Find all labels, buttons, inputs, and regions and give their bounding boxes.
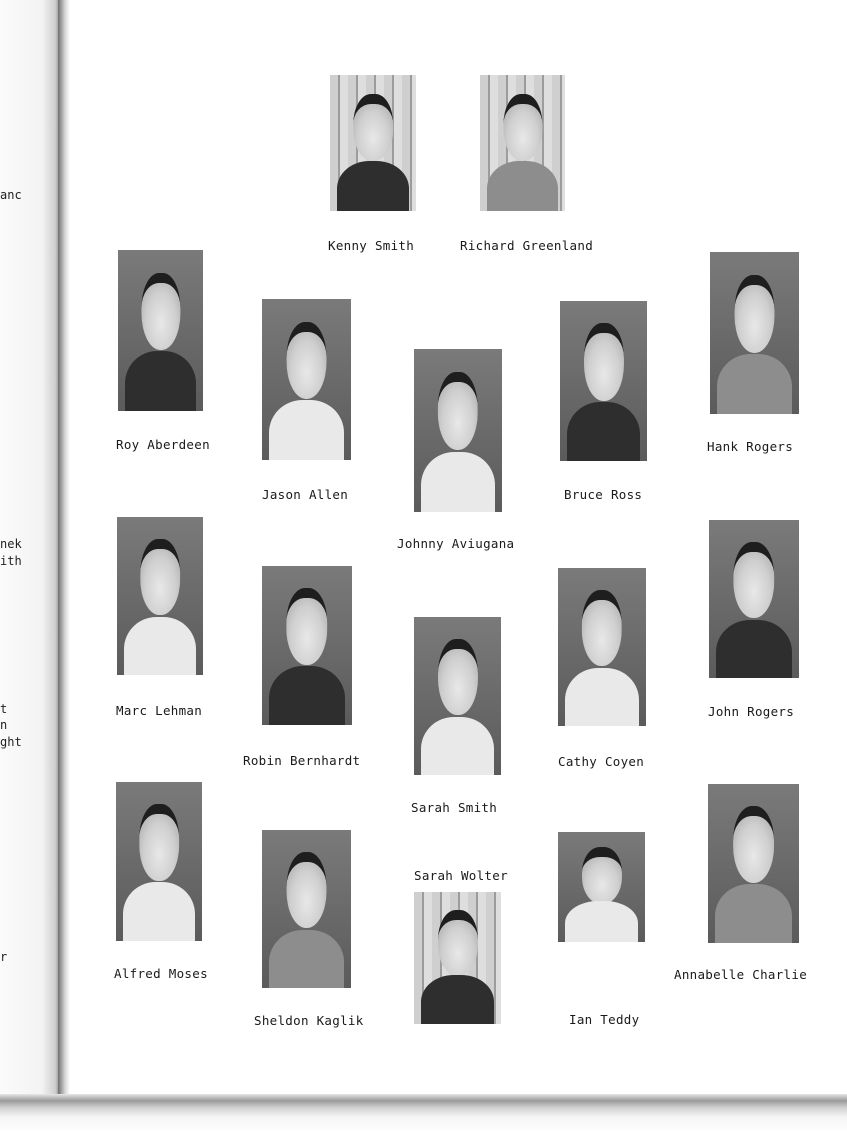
left-page-edge xyxy=(0,0,60,1105)
student-name: Jason Allen xyxy=(262,487,349,502)
student-photo xyxy=(414,349,502,512)
student-name: Sarah Smith xyxy=(411,800,498,815)
student-photo xyxy=(709,520,799,678)
student-photo xyxy=(262,830,351,988)
student-name: Marc Lehman xyxy=(116,703,203,718)
student-name: Bruce Ross xyxy=(564,487,643,502)
student-photo xyxy=(118,250,203,411)
left-page-text-fragment: nek xyxy=(0,537,22,551)
student-name: Hank Rogers xyxy=(707,439,794,454)
student-photo xyxy=(710,252,799,414)
student-name: Sarah Wolter xyxy=(414,868,508,883)
student-name: John Rogers xyxy=(708,704,795,719)
left-page-text-fragment: t xyxy=(0,702,8,716)
student-name: Roy Aberdeen xyxy=(116,437,210,452)
left-page-text-fragment: n xyxy=(0,718,8,732)
student-name: Annabelle Charlie xyxy=(674,967,808,982)
student-photo xyxy=(330,75,416,211)
student-name: Kenny Smith xyxy=(328,238,415,253)
student-name: Richard Greenland xyxy=(460,238,594,253)
student-photo xyxy=(414,892,501,1024)
student-name: Ian Teddy xyxy=(569,1012,640,1027)
student-photo xyxy=(414,617,501,775)
left-page-text-fragment: anc xyxy=(0,188,22,202)
left-page-text-fragment: ith xyxy=(0,554,22,568)
left-page-text-fragment: ght xyxy=(0,735,22,749)
student-name: Robin Bernhardt xyxy=(243,753,361,768)
student-name: Sheldon Kaglik xyxy=(254,1013,364,1028)
student-name: Alfred Moses xyxy=(114,966,208,981)
student-photo xyxy=(560,301,647,461)
left-page-text-fragment: r xyxy=(0,950,8,964)
book-bottom-edge xyxy=(0,1094,847,1132)
student-photo xyxy=(558,832,645,942)
book-gutter xyxy=(58,0,70,1110)
student-photo xyxy=(116,782,202,941)
student-name: Cathy Coyen xyxy=(558,754,645,769)
student-photo xyxy=(558,568,646,726)
student-photo xyxy=(262,566,352,725)
student-photo xyxy=(262,299,351,460)
student-name: Johnny Aviugana xyxy=(397,536,515,551)
student-photo xyxy=(480,75,565,211)
student-photo xyxy=(708,784,799,943)
student-photo xyxy=(117,517,203,675)
